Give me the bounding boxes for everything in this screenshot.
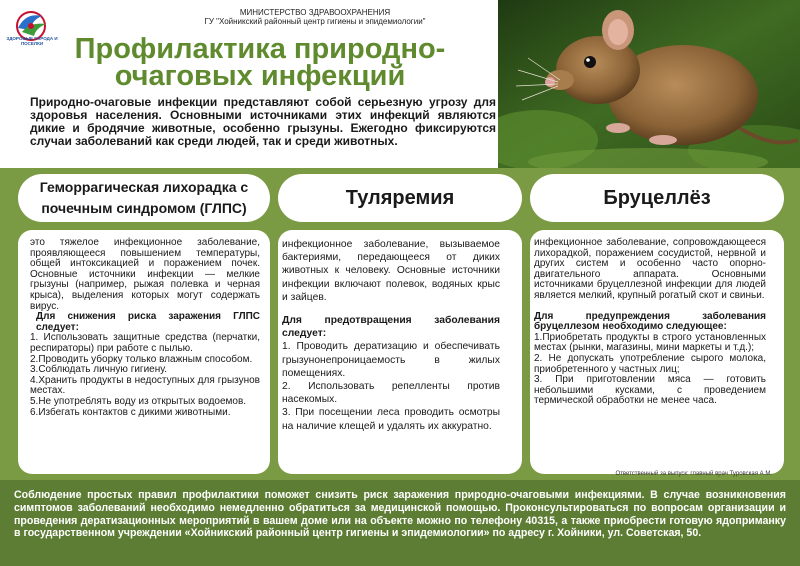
ministry-name: МИНИСТЕРСТВО ЗДРАВООХРАНЕНИЯ [239, 8, 391, 17]
heading-brucellosis [530, 174, 784, 222]
glps-item: 4.Хранить продукты в недоступных для грызунов местах. [30, 374, 260, 397]
institution-name: ГУ "Хойникский районный центр гигиены и эпидемиологии" [204, 17, 426, 26]
column-brucellosis [534, 238, 766, 407]
logo-caption: ЗДОРОВЫЕ ГОРОДА И ПОСЕЛКИ [6, 36, 58, 46]
tularemia-description: инфекционное заболевание, вызываемое бактериями, передающееся от диких животных к человеку. Основные источники инфекции включают полевок, водяных крыс и зайцев. [282, 239, 500, 303]
column-glps [30, 238, 260, 418]
brucellosis-item: 2. Не допускать употребление сырого молока, приобретенного у частных лиц; [534, 352, 766, 375]
glps-prevention-heading: Для снижения риска заражения ГЛПС следует: [36, 311, 260, 333]
page-title [40, 33, 480, 92]
intro-paragraph: Природно-очаговые инфекции представляют собой серьезную угрозу для здоровья населения. Основными источниками этих инфекций являются дикие и бродячие животные, особенно грызуны. Ежегодно фиксируются случаи заболеваний как среди людей, так и среди животных. [30, 95, 496, 148]
heading-brucellosis-text: Бруцеллёз [603, 186, 711, 209]
ministry-header [120, 8, 510, 26]
glps-item: 1. Использовать защитные средства (перчатки, респираторы) при работе с пылью. [30, 332, 260, 354]
glps-item: 6.Избегать контактов с дикими животными. [30, 406, 231, 418]
heading-tularemia-text: Туляремия [345, 186, 455, 209]
responsible-signature: Ответственный за выпуск: главный врач Туровская А.М. [615, 471, 772, 477]
tularemia-prevention-heading: Для предотвращения заболевания следует: [282, 315, 500, 340]
glps-item: 2.Проводить уборку только влажным способом. [30, 353, 253, 365]
tularemia-item: 2. Использовать репелленты против насекомых. [282, 381, 500, 406]
footer-text: Соблюдение простых правил профилактики поможет снизить риск заражения природно-очаговыми инфекциями. В случае возникновения симптомов заболеваний необходимо немедленно обратиться за медицинской помощью. Проконсультироваться по вопросам организации и проведения дератизационных мероприятий в вашем доме или на объекте можно по телефону 40315, а также приобрести готовую ядоприманку в государственном учреждении «Хойникский районный центр гигиены и эпидемиологии» по адресу г. Хойники, ул. Советская, 50. [14, 489, 786, 540]
tularemia-item: 1. Проводить дератизацию и обеспечивать грызунонепроницаемость в жилых помещениях. [282, 341, 500, 379]
heading-glps-text: Геморрагическая лихорадка с почечным синдромом (ГЛПС) [39, 179, 249, 216]
tularemia-item: 3. При посещении леса проводить осмотры на наличие клещей и удалять их аккуратно. [282, 407, 500, 432]
brucellosis-description: инфекционное заболевание, сопровождающееся лихорадкой, поражением сосудистой, нервной и других систем и особенно часто опорно-двигательного аппарата. Основными источниками бруцеллезной инфекции для людей является мелкий, крупный рогатый скот и свиньи. [534, 237, 766, 301]
heading-tularemia [278, 174, 522, 222]
mouse-photo [498, 0, 800, 168]
glps-description: это тяжелое инфекционное заболевание, проявляющееся повышением температуры, общей интоксикацией и поражением почек. Основные источники инфекции — мелкие грызуны (например, рыжая полевка и черная крыса), выделения которых могут содержать вирус. [30, 237, 260, 312]
heading-glps [18, 174, 270, 222]
title-line-2: очаговых инфекций [114, 60, 406, 92]
brucellosis-item: 3. При приготовлении мяса — готовить небольшими кусками, с проведением термической обработки не менее часа. [534, 374, 766, 407]
title-line-1: Профилактика природно- [74, 33, 446, 65]
column-tularemia [282, 238, 500, 433]
brucellosis-item: 1.Приобретать продукты в строго установленных местах (рынки, магазины, мини маркеты и т.д.); [534, 331, 766, 354]
glps-item: 3.Соблюдать личную гигиену. [30, 364, 168, 376]
brucellosis-prevention-heading: Для предупреждения заболевания бруцеллезом необходимо следующее: [534, 310, 766, 333]
glps-item: 5.Не употреблять воду из открытых водоемов. [30, 395, 247, 407]
